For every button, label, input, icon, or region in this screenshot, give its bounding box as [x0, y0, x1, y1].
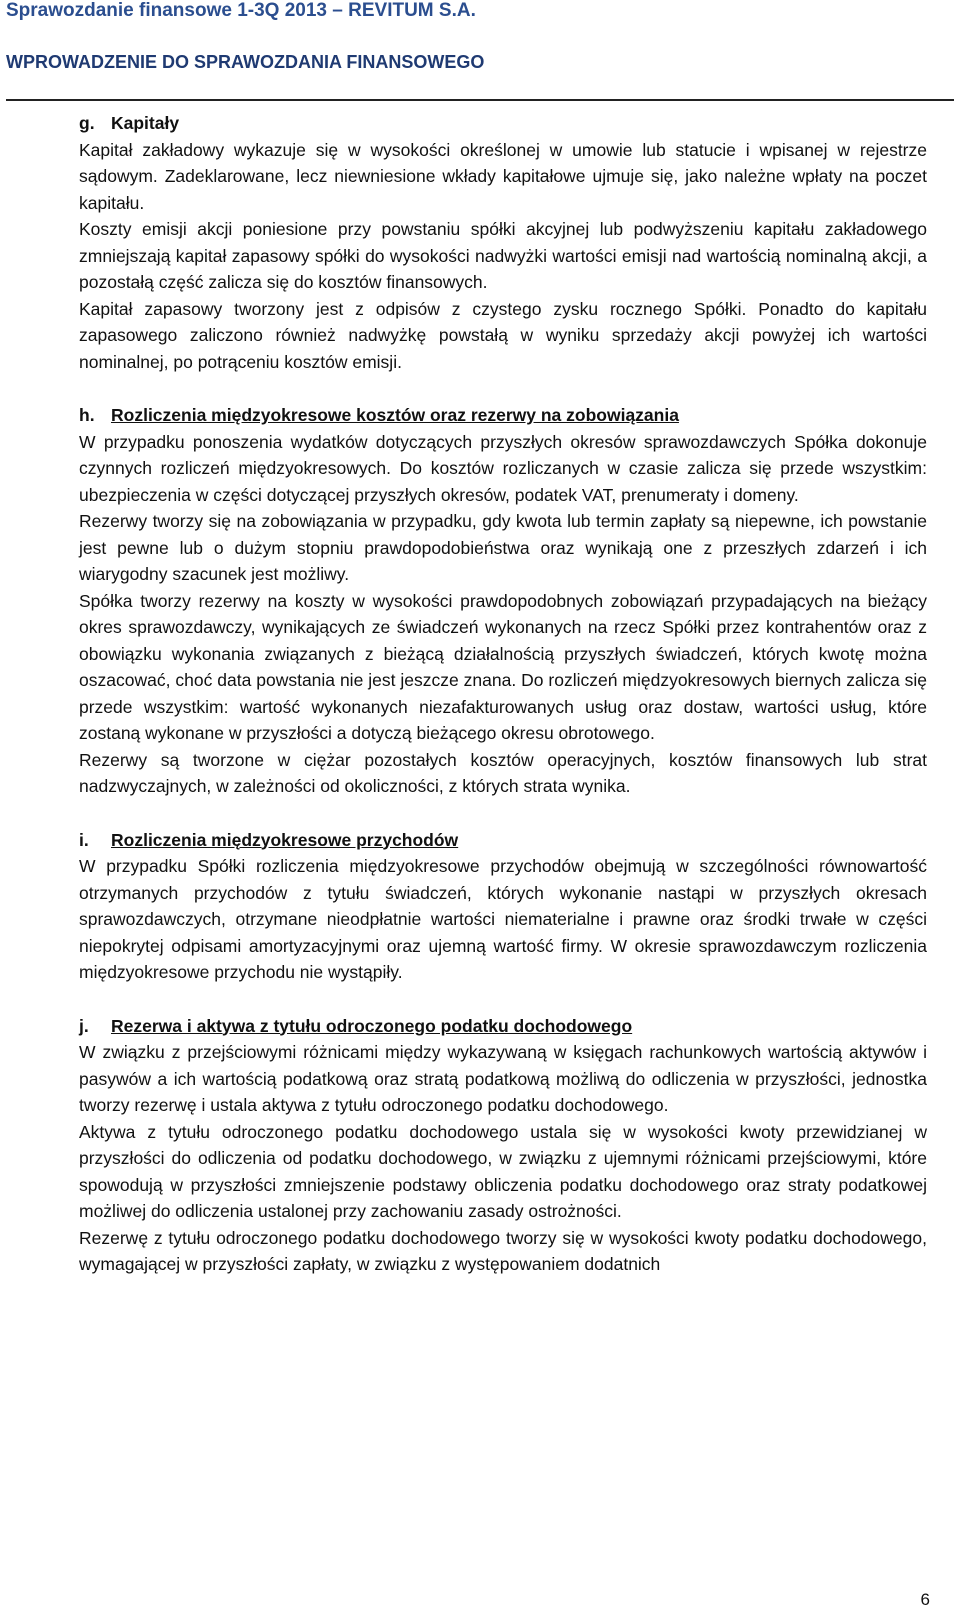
spacer — [79, 800, 927, 827]
paragraph: Aktywa z tytułu odroczonego podatku dochodowego ustala się w wysokości kwoty przewidzianej w przyszłości do odliczenia od podatku dochodowego, w związku z ujemnymi różnicami przejściowymi, które spowodują w przyszłości zmniejszenie podstawy obliczenia podatku dochodowego oraz straty podatkowej możliwej do odliczenia ustalonej przy zachowaniu zasady ostrożności. — [79, 1121, 927, 1221]
paragraph: W związku z przejściowymi różnicami między wykazywaną w księgach rachunkowych wartością aktywów i pasywów a ich wartością podatkową oraz stratą podatkową możliwą do odliczenia w przyszłości, jednostka tworzy rezerwę i ustala aktywa z tytułu odroczonego podatku dochodowego. — [79, 1042, 927, 1115]
paragraph: W przypadku ponoszenia wydatków dotyczących przyszłych okresów sprawozdawczych Spółka dokonuje czynnych rozliczeń międzyokresowych. Do kosztów rozliczanych w czasie zalicza się przede wszystkim: ubezpieczenia w części dotyczącej przyszłych okresów, podatek VAT, prenumeraty i domeny. — [79, 431, 927, 505]
section-letter: j. — [79, 1015, 89, 1036]
section-letter: g. — [79, 113, 95, 133]
section-title: Rozliczenia międzyokresowe przychodów — [111, 829, 459, 850]
section-heading — [79, 1013, 927, 1040]
paragraph: Koszty emisji akcji poniesione przy powstaniu spółki akcyjnej lub podwyższeniu kapitału zakładowego zmniejszają kapitał zapasowy spółki do wysokości nadwyżki wartości emisji nad wartością nominalną akcji, a pozostałą część zalicza się do kosztów finansowych. — [79, 219, 927, 292]
section-letter: h. — [79, 405, 95, 425]
paragraph: Rezerwę z tytułu odroczonego podatku dochodowego tworzy się w wysokości kwoty podatku dochodowego, wymagającej w przyszłości zapłaty, w związku z występowaniem dodatnich — [79, 1227, 927, 1274]
paragraph: Kapitał zapasowy tworzony jest z odpisów z czystego zysku rocznego Spółki. Ponadto do kapitału zapasowego zaliczono również nadwyżkę powstałą w wyniku sprzedaży akcji powyżej ich wartości nominalnej, po potrąceniu kosztów emisji. — [79, 298, 927, 372]
document-body — [79, 110, 927, 1278]
section-rozliczenia-przychodow — [79, 827, 927, 986]
header-divider — [6, 99, 954, 101]
spacer — [79, 375, 927, 402]
section-podatek-odroczony — [79, 1013, 927, 1278]
paragraph: W przypadku Spółki rozliczenia międzyokresowe przychodów obejmują w szczególności równowartość otrzymanych przychodów z tytułu świadczeń, których wykonanie nastąpi w przyszłych okresach sprawozdawczych, otrzymane nieodpłatnie wartości niematerialne i prawne oraz środki trwałe w części niepokrytej odpisami amortyzacyjnymi oraz ujemną wartość firmy. W okresie sprawozdawczym rozliczenia międzyokresowe przychodu nie wystąpiły. — [79, 856, 927, 982]
paragraph: Rezerwy są tworzone w ciężar pozostałych kosztów operacyjnych, kosztów finansowych lub strat nadzwyczajnych, w zależności od okoliczności, z których strata wynika. — [79, 749, 927, 796]
section-rozliczenia-kosztow — [79, 402, 927, 800]
section-title: Rozliczenia międzyokresowe kosztów oraz rezerwy na zobowiązania — [111, 405, 679, 425]
section-title: Rezerwa i aktywa z tytułu odroczonego podatku dochodowego — [111, 1015, 633, 1036]
section-header: WPROWADZENIE DO SPRAWOZDANIA FINANSOWEGO — [6, 52, 485, 72]
section-kapitaly — [79, 110, 927, 375]
spacer — [79, 986, 927, 1013]
page-number: 6 — [920, 1590, 930, 1609]
paragraph: Rezerwy tworzy się na zobowiązania w przypadku, gdy kwota lub termin zapłaty są niepewne, ich powstanie jest pewne lub o dużym stopniu prawdopodobieństwa oraz wynikają one z przeszłych zdarzeń i ich wiarygodny szacunek jest możliwy. — [79, 511, 927, 584]
section-letter: i. — [79, 829, 89, 850]
section-heading — [79, 402, 927, 429]
section-title: Kapitały — [111, 113, 180, 133]
section-heading — [79, 110, 927, 137]
section-heading — [79, 827, 927, 854]
report-title: Sprawozdanie finansowe 1-3Q 2013 – REVITUM S.A. — [6, 0, 476, 21]
paragraph: Kapitał zakładowy wykazuje się w wysokości określonej w umowie lub statucie i wpisanej w rejestrze sądowym. Zadeklarowane, lecz niewniesione wkłady kapitałowe ujmuje się, jako należne wpłaty na poczet kapitału. — [79, 139, 927, 213]
paragraph: Spółka tworzy rezerwy na koszty w wysokości prawdopodobnych zobowiązań przypadających na bieżący okres sprawozdawczy, wynikających ze świadczeń wykonanych na rzecz Spółki przez kontrahentów oraz z obowiązku wykonania związanych z bieżącą działalnością przyszłych świadczeń, których kwotę można oszacować, choć data powstania nie jest jeszcze znana. Do rozliczeń międzyokresowych biernych zalicza się przede wszystkim: wartość wykonanych niezafakturowanych usług oraz dostaw, wartości usług, które zostaną wykonane w przyszłości a dotyczą bieżącego okresu obrotowego. — [79, 590, 927, 743]
